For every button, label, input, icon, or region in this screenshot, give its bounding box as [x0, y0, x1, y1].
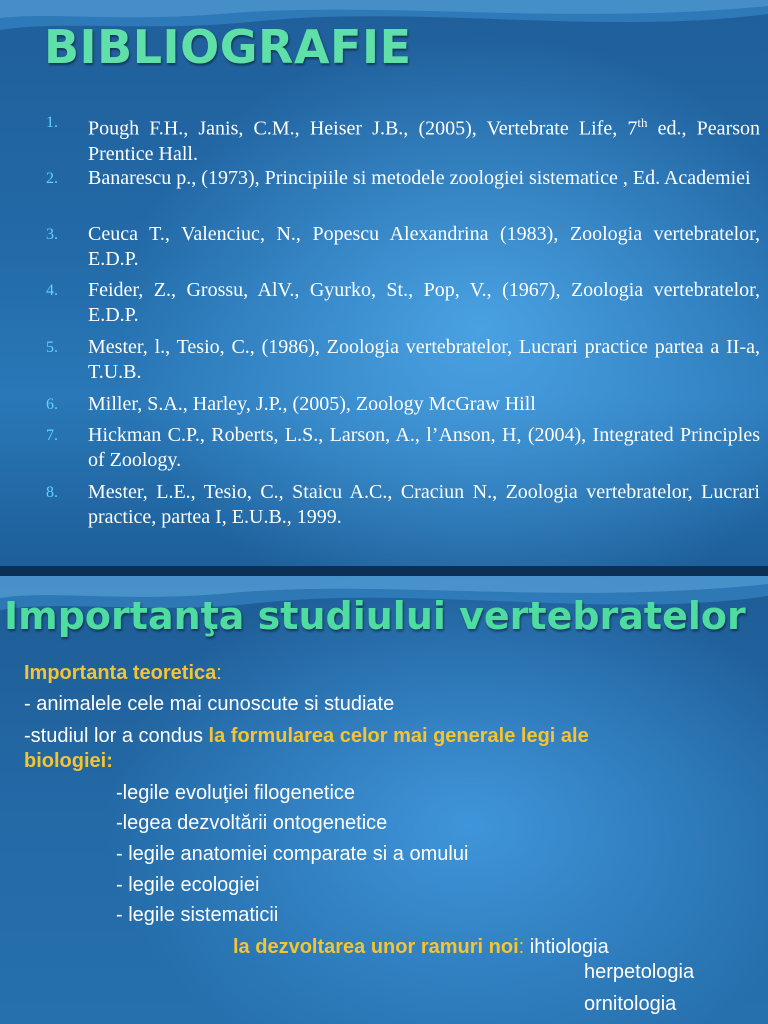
reference-text: Ceuca T., Valenciuc, N., Popescu Alexandrina (1983), Zoologia vertebratelor, E.D.P. [88, 223, 760, 270]
reference-text: Mester, l., Tesio, C., (1986), Zoologia vertebratelor, Lucrari practice partea a II-a, T.U.B. [88, 336, 760, 383]
reference-text: Hickman C.P., Roberts, L.S., Larson, A., l’Anson, H, (2004), Integrated Principles of Zoology. [88, 424, 760, 471]
reference-number: 5. [46, 339, 58, 356]
reference-text: Feider, Z., Grossu, AlV., Gyurko, St., Pop, V., (1967), Zoologia vertebratelor, E.D.P. [88, 279, 760, 326]
reference-number: 7. [46, 427, 58, 444]
branch-item: ornitologia [584, 993, 677, 1015]
body-line-continued: biologiei: [24, 750, 113, 772]
law-item: -legea dezvoltării ontogenetice [116, 812, 388, 834]
branch-item: herpetologia [584, 961, 695, 983]
body-line: -studiul lor a condus la formularea celor mai generale legi ale [24, 725, 589, 747]
slide-importanta [0, 576, 768, 1024]
reference-text: Mester, L.E., Tesio, C., Staicu A.C., Craciun N., Zoologia vertebratelor, Lucrari practice, partea I, E.U.B., 1999. [88, 481, 760, 528]
slide-separator [0, 566, 768, 576]
reference-number: 1. [46, 114, 58, 131]
reference-text: Miller, S.A., Harley, J.P., (2005), Zoology McGraw Hill [88, 393, 536, 415]
reference-number: 4. [46, 282, 58, 299]
reference-number: 6. [46, 396, 58, 413]
reference-text: Pough F.H., Janis, C.M., Heiser J.B., (2005), Vertebrate Life, 7th ed., Pearson Prentice Hall. [88, 115, 761, 165]
law-item: - legile ecologiei [116, 874, 260, 896]
slide-title: Importanţa studiului vertebratelor [4, 594, 746, 638]
law-item: - legile anatomiei comparate si a omului [116, 843, 469, 865]
law-item: -legile evoluţiei filogenetice [116, 782, 356, 804]
law-item: - legile sistematicii [116, 904, 279, 926]
slide-title: BIBLIOGRAFIE [44, 20, 412, 74]
branches-line: la dezvoltarea unor ramuri noi: ihtiologia [233, 936, 609, 958]
reference-number: 2. [46, 170, 58, 187]
section-heading: Importanta teoretica: [24, 662, 222, 684]
body-line: - animalele cele mai cunoscute si studiate [24, 693, 395, 715]
superscript: th [637, 115, 648, 130]
reference-number: 8. [46, 484, 58, 501]
reference-text: Banarescu p., (1973), Principiile si metodele zoologiei sistematice , Ed. Academiei [88, 167, 751, 189]
reference-number: 3. [46, 226, 58, 243]
